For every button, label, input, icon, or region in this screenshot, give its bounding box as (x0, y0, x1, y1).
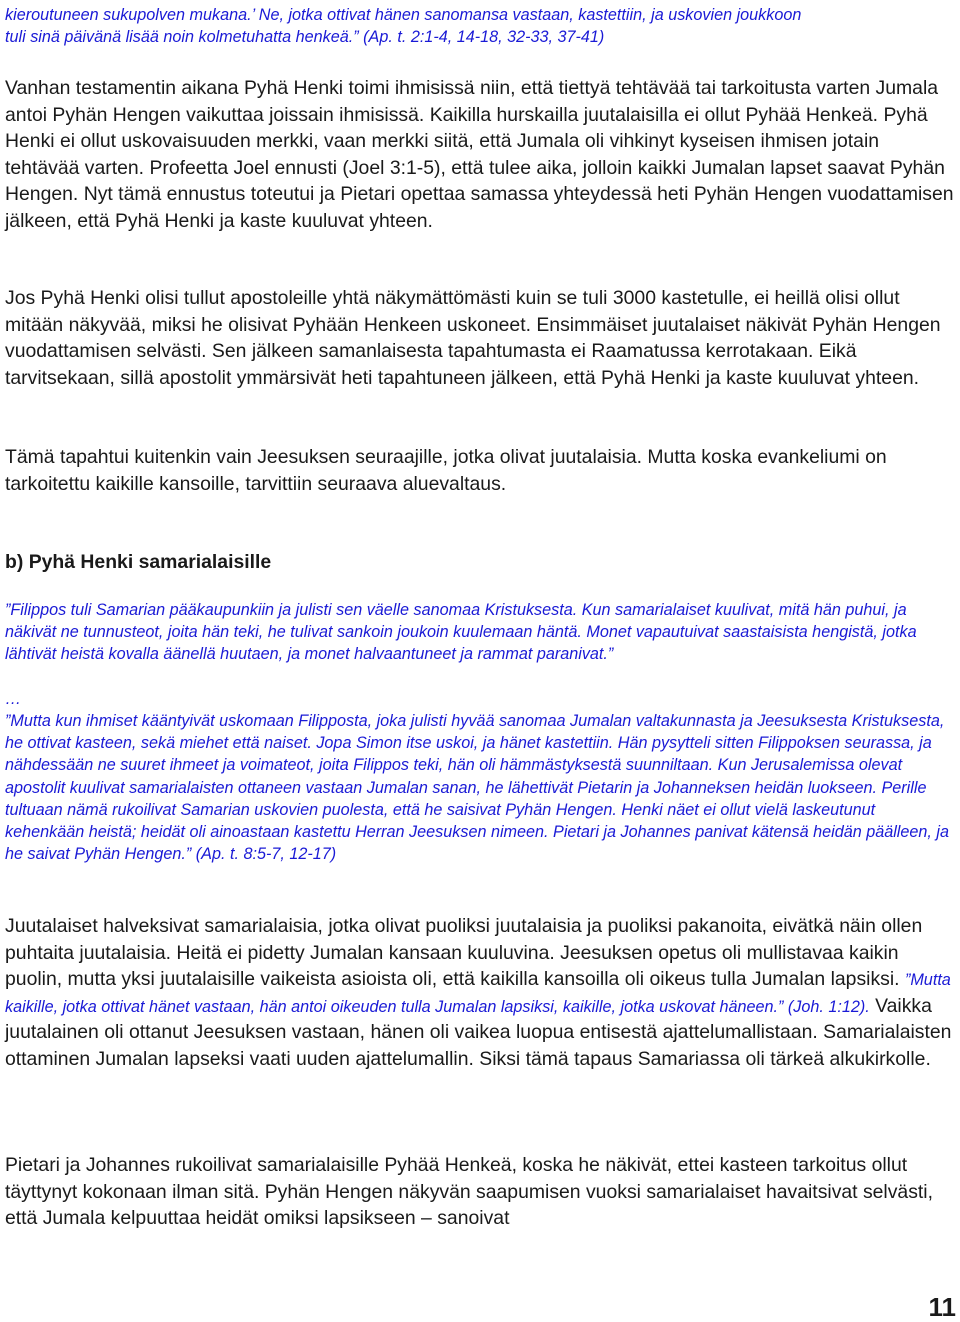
page-number: 11 (928, 1292, 956, 1322)
paragraph-1-part-c: Pyhä Henki ei ollut uskovaisuuden merkki, vaan merkki siitä, että Jumala oli vihkinyt kyseisen ihmisen jotain tehtävää varten. (5, 103, 928, 179)
paragraph-1-part-e: Nyt tämä ennustus toteutui ja Pietari opettaa samassa yhteydessä heti Pyhän Hengen vuodattamisen jälkeen, että Pyhä Henki ja kaste kuuluvat yhteen. (5, 183, 954, 232)
paragraph-apostles: Jos Pyhä Henki olisi tullut apostoleille yhtä näkymättömästi kuin se tuli 3000 kastetulle, ei heillä olisi ollut mitään näkyvää, miksi he olisivat Pyhään Henkeen uskoneet. Ensimmäiset juutalaiset näkivät Pyhän Hengen vuodattamisen selvästi. Sen jälkeen samanlaisesta tapahtumasta ei Raamatussa kerrotakaan. Eikä tarvitsekaan, sillä apostolit ymmärsivät heti tapahtuneen jälkeen, että Pyhä Henki ja kaste kuuluvat yhteen. (5, 287, 941, 389)
paragraph-old-testament (5, 75, 957, 234)
bible-quote-philip: ”Filippos tuli Samarian pääkaupunkiin ja julisti sen väelle sanomaa Kristuksesta. Kun samarialaiset kuulivat, mitä hän puhui, ja näkivät ne tunnusteot, joita hän teki, he tulivat sankoin joukoin kuulemaan häntä. Monet vapautuivat saastaisista hengistä, jotka lähtivät heistä kovalla äänellä huutaen, ja monet halvaantuneet ja rammat paranivat.” (5, 601, 917, 664)
paragraph-samaritans (5, 913, 957, 1072)
top-quote-line-1: kieroutuneen sukupolven mukana.’ Ne, jotka ottivat hänen sanomansa vastaan, kastettiin, ja uskovien joukkoon (5, 6, 802, 24)
bible-quote-samaria: ”Mutta kun ihmiset kääntyivät uskomaan Filipposta, joka julisti hyvää sanomaa Jumalan valtakunnasta ja Jeesuksesta Kristuksesta, he ottivat kasteen, sekä miehet että naiset. Jopa Simon itse uskoi, ja hänet kastettiin. Hän pysytteli sitten Filippoksen seurassa, ja nähdessään ne suuret ihmeet ja voimateot, joita Filippos teki, hän oli hämmästyksestä suunniltaan. Kun Jerusalemissa olevat apostolit kuulivat samarialaisten ottaneen vastaan Jumalan sanan, he lähettivät Pietarin ja Johanneksen heidän luokseen. Perille tultuaan nämä rukoilivat Samarian uskovien puolesta, että he saisivat Pyhän Hengen. Henki näet ei ollut vielä laskeutunut kehenkään heistä; heidät oli ainoastaan kastettu Herran Jeesuksen nimeen. Pietari ja Johannes panivat kätensä heidän päälleen, ja he saivat Pyhän Hengen.” (Ap. t. 8:5-7, 12-17) (5, 712, 950, 864)
paragraph-4-part-b: Vaikka juutalainen oli ottanut Jeesuksen vastaan, hänen oli vaikea luopua entisestä ajattelumallistaan. Samarialaisten ottaminen Jumalan lapseksi vaati uuden ajattelumallin. Siksi tämä tapaus Samariassa oli tärkeä alkukirkolle. (5, 994, 952, 1070)
paragraph-4-inline-quote: ”Mutta kaikille, jotka ottivat hänet vastaan, hän antoi oikeuden tulla Jumalan lapsiksi, kaikille, jotka uskovat häneen.” (Joh. 1:12). (5, 971, 951, 1016)
top-quote (5, 4, 957, 48)
paragraph-gospel-all-nations: Tämä tapahtui kuitenkin vain Jeesuksen seuraajille, jotka olivat juutalaisia. Mutta koska evankeliumi on tarkoitettu kaikille kansoille, tarvittiin seuraava aluevaltaus. (5, 446, 887, 495)
paragraph-1-part-a: Vanhan testamentin aikana Pyhä Henki toimi ihmisissä niin, että tiettyä tehtävää tai tarkoitusta varten Jumala antoi Pyhän Hengen vaikuttaa joissain ihmisissä. (5, 77, 939, 126)
paragraph-4-part-a: Juutalaiset halveksivat samarialaisia, jotka olivat puoliksi juutalaisia ja puoliksi pakanoita, eivätkä näin ollen puhtaita juutalaisia. Heitä ei pidetty Jumalan kansaan kuuluvina. Jeesuksen opetus oli mullistavaa kaikin puolin, mutta yksi juutalaisille vaikeista asioista oli, että kaikilla kansoilla oli oikeus tulla Jumalan lapsiksi. (5, 915, 923, 990)
paragraph-1-part-b: Kaikilla hurskailla juutalaisilla ei ollut Pyhää Henkeä. (429, 103, 879, 126)
section-heading: b) Pyhä Henki samarialaisille (5, 551, 272, 573)
paragraph-1-part-d: Profeetta Joel ennusti (Joel 3:1-5), että tulee aika, jolloin kaikki Jumalan lapset saavat Pyhän Hengen. (5, 156, 945, 205)
top-quote-line-2: tuli sinä päivänä lisää noin kolmetuhatta henkeä.” (Ap. t. 2:1-4, 14-18, 32-33, 37-41) (5, 28, 605, 47)
quote-ellipsis: … (5, 690, 22, 708)
paragraph-peter-john: Pietari ja Johannes rukoilivat samarialaisille Pyhää Henkeä, koska he näkivät, ettei kasteen tarkoitus ollut täyttynyt kokonaan ilman sitä. Pyhän Hengen näkyvän saapumisen vuoksi samarialaiset havaitsivat selvästi, että Jumala kelpuuttaa heidät omiksi lapsikseen – sanoivat (5, 1154, 933, 1229)
